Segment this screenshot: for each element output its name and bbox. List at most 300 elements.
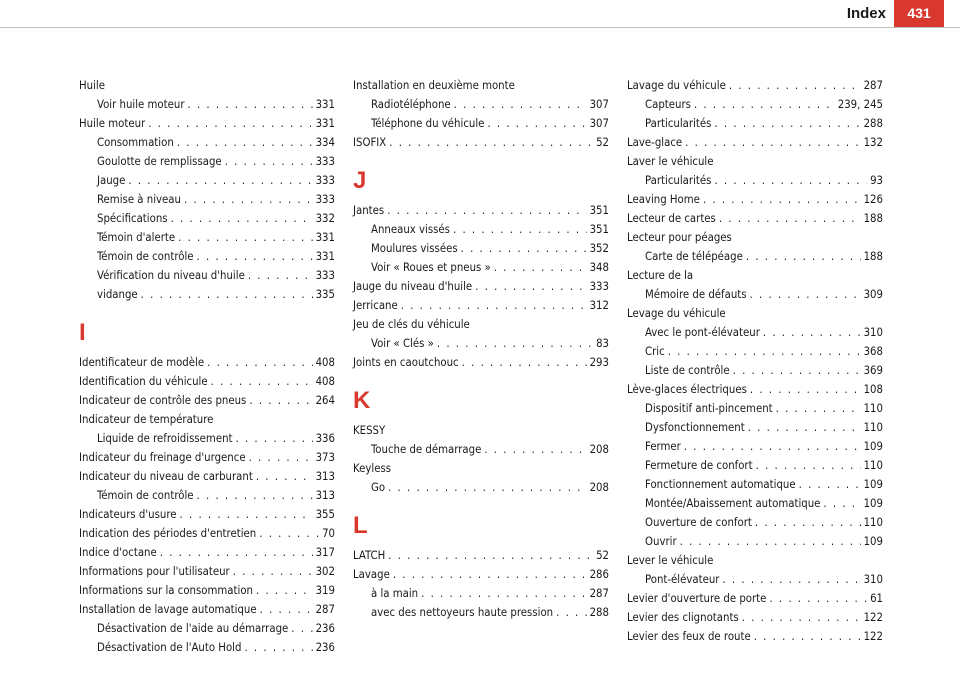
entry-page-number: 310 <box>863 573 883 586</box>
dot-leader <box>769 589 867 608</box>
index-subentry <box>79 486 335 505</box>
entry-page-number: 331 <box>315 98 335 111</box>
entry-text: Lavage <box>353 568 390 581</box>
index-subentry <box>79 429 335 448</box>
entry-text: Laver le véhicule <box>627 155 714 168</box>
dot-leader <box>742 608 861 627</box>
index-entry <box>79 448 335 467</box>
dot-leader <box>714 171 867 190</box>
dot-leader <box>249 391 312 410</box>
dot-leader <box>178 228 312 247</box>
index-entry <box>353 315 609 334</box>
entry-text: Jauge <box>97 174 126 187</box>
entry-text: Lève-glaces électriques <box>627 383 747 396</box>
entry-text: LATCH <box>353 549 386 562</box>
entry-text: Montée/Abaissement automatique <box>645 497 821 510</box>
dot-leader <box>184 190 313 209</box>
index-entry <box>627 76 883 95</box>
entry-page-number: 110 <box>863 402 883 415</box>
index-entry <box>627 589 883 608</box>
entry-page-number: 336 <box>315 432 335 445</box>
index-entry <box>627 133 883 152</box>
entry-text: Témoin de contrôle <box>97 250 194 263</box>
dot-leader <box>388 478 587 497</box>
entry-page-number: 351 <box>589 204 609 217</box>
dot-leader <box>401 296 587 315</box>
entry-text: Consommation <box>97 136 174 149</box>
entry-text: Moulures vissées <box>371 242 458 255</box>
page-title: Index <box>846 5 886 22</box>
entry-text: Particularités <box>645 117 712 130</box>
dot-leader <box>680 532 861 551</box>
entry-text: Indice d'octane <box>79 546 157 559</box>
dot-leader <box>437 334 593 353</box>
dot-leader <box>454 95 587 114</box>
entry-text: Fermer <box>645 440 681 453</box>
entry-page-number: 122 <box>863 611 883 624</box>
index-entry <box>627 304 883 323</box>
index-entry <box>627 228 883 247</box>
entry-text: Installation de lavage automatique <box>79 603 257 616</box>
entry-page-number: 126 <box>863 193 883 206</box>
dot-leader <box>248 266 313 285</box>
entry-page-number: 333 <box>315 155 335 168</box>
entry-text: Vérification du niveau d'huile <box>97 269 245 282</box>
entry-text: Informations pour l'utilisateur <box>79 565 230 578</box>
page-number-badge: 431 <box>894 0 944 27</box>
entry-page-number: 52 <box>596 136 609 149</box>
entry-text: Levier des feux de route <box>627 630 751 643</box>
dot-leader <box>236 429 313 448</box>
entry-text: Pont-élévateur <box>645 573 720 586</box>
entry-text: Voir « Roues et pneus » <box>371 261 491 274</box>
entry-page-number: 310 <box>863 326 883 339</box>
index-entry <box>353 421 609 440</box>
section-letter: J <box>353 167 367 194</box>
dot-leader <box>494 258 587 277</box>
index-entry <box>353 353 609 372</box>
entry-text: Capteurs <box>645 98 691 111</box>
index-subentry <box>79 266 335 285</box>
entry-text: Huile <box>79 79 105 92</box>
index-subentry <box>627 114 883 133</box>
dot-leader <box>389 133 593 152</box>
entry-page-number: 264 <box>315 394 335 407</box>
index-subentry <box>79 285 335 304</box>
dot-leader <box>487 114 586 133</box>
index-entry <box>353 565 609 584</box>
entry-page-number: 61 <box>870 592 883 605</box>
entry-page-number: 110 <box>863 421 883 434</box>
entry-page-number: 302 <box>315 565 335 578</box>
entry-text: Keyless <box>353 462 392 475</box>
dot-leader <box>461 239 587 258</box>
dot-leader <box>722 570 860 589</box>
dot-leader <box>171 209 313 228</box>
entry-text: Indicateur du niveau de carburant <box>79 470 253 483</box>
entry-text: Carte de télépéage <box>645 250 743 263</box>
dot-leader <box>475 277 586 296</box>
index-entry <box>353 546 609 565</box>
entry-text: Lecteur pour péages <box>627 231 732 244</box>
entry-page-number: 313 <box>315 470 335 483</box>
entry-page-number: 307 <box>589 98 609 111</box>
entry-page-number: 334 <box>315 136 335 149</box>
entry-page-number: 109 <box>863 535 883 548</box>
index-subentry <box>627 399 883 418</box>
entry-page-number: 352 <box>589 242 609 255</box>
entry-text: ISOFIX <box>353 136 387 149</box>
entry-text: Désactivation de l'Auto Hold <box>97 641 242 654</box>
index-entry <box>627 152 883 171</box>
index-entry <box>627 209 883 228</box>
index-subentry <box>627 532 883 551</box>
index-subentry <box>353 334 609 353</box>
entry-page-number: 287 <box>589 587 609 600</box>
entry-page-number: 309 <box>863 288 883 301</box>
entry-page-number: 288 <box>863 117 883 130</box>
index-subentry <box>79 171 335 190</box>
index-subentry <box>627 513 883 532</box>
index-entry <box>353 133 609 152</box>
dot-leader <box>233 562 313 581</box>
page-header <box>0 0 960 34</box>
entry-text: Informations sur la consommation <box>79 584 253 597</box>
index-subentry <box>627 475 883 494</box>
index-entry <box>353 76 609 95</box>
entry-page-number: 208 <box>589 443 609 456</box>
index-entry <box>353 296 609 315</box>
entry-page-number: 408 <box>315 356 335 369</box>
entry-page-number: 236 <box>315 641 335 654</box>
dot-leader <box>714 114 860 133</box>
entry-page-number: 313 <box>315 489 335 502</box>
dot-leader <box>668 342 861 361</box>
dot-leader <box>259 524 319 543</box>
dot-leader <box>694 95 835 114</box>
entry-text: Cric <box>645 345 665 358</box>
index-subentry <box>627 437 883 456</box>
index-column-1 <box>79 76 335 657</box>
index-subentry <box>627 285 883 304</box>
dot-leader <box>225 152 313 171</box>
index-subentry <box>627 456 883 475</box>
entry-text: Avec le pont-élévateur <box>645 326 760 339</box>
entry-page-number: 239, 245 <box>837 98 883 111</box>
dot-leader <box>387 201 586 220</box>
entry-page-number: 93 <box>870 174 883 187</box>
entry-page-number: 110 <box>863 516 883 529</box>
index-column-3 <box>627 76 883 646</box>
index-subentry <box>353 95 609 114</box>
entry-text: à la main <box>371 587 419 600</box>
index-entry <box>79 581 335 600</box>
dot-leader <box>453 220 587 239</box>
dot-leader <box>128 171 312 190</box>
index-column-2 <box>353 76 609 622</box>
entry-text: Voir huile moteur <box>97 98 185 111</box>
entry-text: Lecteur de cartes <box>627 212 716 225</box>
entry-page-number: 109 <box>863 497 883 510</box>
dot-leader <box>746 247 861 266</box>
entry-page-number: 188 <box>863 250 883 263</box>
entry-page-number: 307 <box>589 117 609 130</box>
dot-leader <box>197 247 313 266</box>
entry-page-number: 319 <box>315 584 335 597</box>
index-subentry <box>353 239 609 258</box>
entry-text: Jerricane <box>353 299 398 312</box>
dot-leader <box>754 627 861 646</box>
index-entry <box>627 608 883 627</box>
entry-text: Lever le véhicule <box>627 554 714 567</box>
dot-leader <box>260 600 313 619</box>
index-subentry <box>353 478 609 497</box>
entry-text: Radiotéléphone <box>371 98 451 111</box>
entry-text: Installation en deuxième monte <box>353 79 515 92</box>
index-entry <box>627 190 883 209</box>
index-subentry <box>627 171 883 190</box>
entry-text: Jauge du niveau d'huile <box>353 280 473 293</box>
entry-text: Ouvrir <box>645 535 677 548</box>
dot-leader <box>733 361 861 380</box>
index-subentry <box>79 619 335 638</box>
entry-text: Désactivation de l'aide au démarrage <box>97 622 289 635</box>
section-letter: K <box>353 387 371 414</box>
entry-text: Jeu de clés du véhicule <box>353 318 470 331</box>
index-entry <box>79 524 335 543</box>
dot-leader <box>685 133 860 152</box>
entry-text: Leaving Home <box>627 193 700 206</box>
section-letter: I <box>79 319 86 346</box>
entry-text: Indicateur de température <box>79 413 214 426</box>
entry-text: Liste de contrôle <box>645 364 730 377</box>
index-entry <box>79 467 335 486</box>
index-entry <box>79 114 335 133</box>
entry-text: Go <box>371 481 386 494</box>
entry-page-number: 288 <box>589 606 609 619</box>
entry-text: Fonctionnement automatique <box>645 478 796 491</box>
entry-text: Particularités <box>645 174 712 187</box>
index-subentry <box>627 342 883 361</box>
entry-page-number: 236 <box>315 622 335 635</box>
dot-leader <box>776 399 861 418</box>
index-subentry <box>627 247 883 266</box>
entry-text: vidange <box>97 288 138 301</box>
entry-page-number: 333 <box>589 280 609 293</box>
entry-page-number: 287 <box>315 603 335 616</box>
dot-leader <box>388 546 593 565</box>
entry-page-number: 331 <box>315 231 335 244</box>
entry-page-number: 408 <box>315 375 335 388</box>
entry-text: Lave-glace <box>627 136 683 149</box>
dot-leader <box>421 584 586 603</box>
dot-leader <box>750 380 861 399</box>
entry-page-number: 188 <box>863 212 883 225</box>
index-subentry <box>79 133 335 152</box>
entry-text: Anneaux vissés <box>371 223 450 236</box>
index-subentry <box>627 361 883 380</box>
entry-text: Touche de démarrage <box>371 443 482 456</box>
section-letter: L <box>353 512 368 539</box>
entry-page-number: 331 <box>315 117 335 130</box>
entry-page-number: 368 <box>863 345 883 358</box>
entry-text: Huile moteur <box>79 117 146 130</box>
dot-leader <box>484 440 586 459</box>
index-subentry <box>79 95 335 114</box>
entry-page-number: 333 <box>315 193 335 206</box>
dot-leader <box>750 285 861 304</box>
index-subentry <box>353 220 609 239</box>
entry-text: Identificateur de modèle <box>79 356 205 369</box>
entry-page-number: 351 <box>589 223 609 236</box>
dot-leader <box>755 513 861 532</box>
entry-text: Ouverture de confort <box>645 516 752 529</box>
dot-leader <box>393 565 587 584</box>
entry-text: Témoin d'alerte <box>97 231 176 244</box>
index-entry <box>353 201 609 220</box>
index-entry <box>627 266 883 285</box>
dot-leader <box>823 494 860 513</box>
dot-leader <box>256 467 313 486</box>
entry-text: Joints en caoutchouc <box>353 356 459 369</box>
index-subentry <box>353 603 609 622</box>
entry-text: KESSY <box>353 424 386 437</box>
entry-text: Indicateur de contrôle des pneus <box>79 394 247 407</box>
index-subentry <box>79 247 335 266</box>
entry-page-number: 108 <box>863 383 883 396</box>
entry-text: Fermeture de confort <box>645 459 753 472</box>
dot-leader <box>249 448 313 467</box>
dot-leader <box>207 353 312 372</box>
index-subentry <box>79 228 335 247</box>
dot-leader <box>180 505 313 524</box>
entry-text: Levier des clignotants <box>627 611 739 624</box>
entry-page-number: 132 <box>863 136 883 149</box>
dot-leader <box>756 456 861 475</box>
entry-page-number: 348 <box>589 261 609 274</box>
entry-page-number: 293 <box>589 356 609 369</box>
dot-leader <box>556 603 586 622</box>
index-subentry <box>79 209 335 228</box>
dot-leader <box>799 475 861 494</box>
index-subentry <box>79 152 335 171</box>
entry-text: Lavage du véhicule <box>627 79 726 92</box>
index-entry <box>79 543 335 562</box>
entry-text: avec des nettoyeurs haute pression <box>371 606 554 619</box>
entry-text: Téléphone du véhicule <box>371 117 485 130</box>
entry-text: Indicateur du freinage d'urgence <box>79 451 246 464</box>
index-entry <box>353 277 609 296</box>
entry-page-number: 332 <box>315 212 335 225</box>
dot-leader <box>197 486 313 505</box>
dot-leader <box>719 209 861 228</box>
index-subentry <box>79 638 335 657</box>
index-entry <box>79 391 335 410</box>
index-subentry <box>627 418 883 437</box>
entry-page-number: 317 <box>315 546 335 559</box>
entry-page-number: 373 <box>315 451 335 464</box>
entry-page-number: 333 <box>315 269 335 282</box>
index-subentry <box>627 570 883 589</box>
entry-text: Spécifications <box>97 212 168 225</box>
entry-text: Dispositif anti-pincement <box>645 402 773 415</box>
dot-leader <box>211 372 313 391</box>
entry-page-number: 287 <box>863 79 883 92</box>
index-entry <box>627 380 883 399</box>
entry-page-number: 335 <box>315 288 335 301</box>
entry-text: Témoin de contrôle <box>97 489 194 502</box>
entry-text: Indication des périodes d'entretien <box>79 527 257 540</box>
dot-leader <box>291 619 312 638</box>
dot-leader <box>188 95 313 114</box>
index-subentry <box>79 190 335 209</box>
entry-text: Levage du véhicule <box>627 307 726 320</box>
entry-page-number: 312 <box>589 299 609 312</box>
dot-leader <box>141 285 313 304</box>
entry-page-number: 286 <box>589 568 609 581</box>
entry-page-number: 70 <box>322 527 335 540</box>
entry-text: Lecture de la <box>627 269 694 282</box>
index-entry <box>627 551 883 570</box>
entry-page-number: 52 <box>596 549 609 562</box>
entry-page-number: 109 <box>863 478 883 491</box>
dot-leader <box>729 76 861 95</box>
entry-text: Mémoire de défauts <box>645 288 747 301</box>
index-subentry <box>627 323 883 342</box>
entry-page-number: 110 <box>863 459 883 472</box>
index-entry <box>79 410 335 429</box>
dot-leader <box>703 190 861 209</box>
entry-page-number: 333 <box>315 174 335 187</box>
entry-text: Goulotte de remplissage <box>97 155 222 168</box>
dot-leader <box>462 353 587 372</box>
index-entry <box>79 353 335 372</box>
entry-text: Voir « Clés » <box>371 337 434 350</box>
entry-page-number: 331 <box>315 250 335 263</box>
entry-page-number: 369 <box>863 364 883 377</box>
index-subentry <box>353 440 609 459</box>
entry-page-number: 109 <box>863 440 883 453</box>
index-entry <box>79 372 335 391</box>
dot-leader <box>148 114 312 133</box>
dot-leader <box>256 581 313 600</box>
entry-text: Remise à niveau <box>97 193 181 206</box>
entry-page-number: 83 <box>596 337 609 350</box>
index-subentry <box>627 95 883 114</box>
index-entry <box>79 505 335 524</box>
entry-page-number: 122 <box>863 630 883 643</box>
entry-text: Liquide de refroidissement <box>97 432 233 445</box>
entry-page-number: 355 <box>315 508 335 521</box>
index-subentry <box>627 494 883 513</box>
dot-leader <box>177 133 313 152</box>
index-entry <box>353 459 609 478</box>
header-divider <box>0 27 960 28</box>
entry-text: Dysfonctionnement <box>645 421 745 434</box>
entry-text: Identification du véhicule <box>79 375 208 388</box>
index-subentry <box>353 584 609 603</box>
entry-text: Levier d'ouverture de porte <box>627 592 767 605</box>
index-entry <box>79 76 335 95</box>
entry-page-number: 208 <box>589 481 609 494</box>
dot-leader <box>160 543 313 562</box>
entry-text: Jantes <box>353 204 385 217</box>
entry-text: Indicateurs d'usure <box>79 508 177 521</box>
index-subentry <box>353 258 609 277</box>
index-subentry <box>353 114 609 133</box>
dot-leader <box>244 638 312 657</box>
index-entry <box>79 562 335 581</box>
